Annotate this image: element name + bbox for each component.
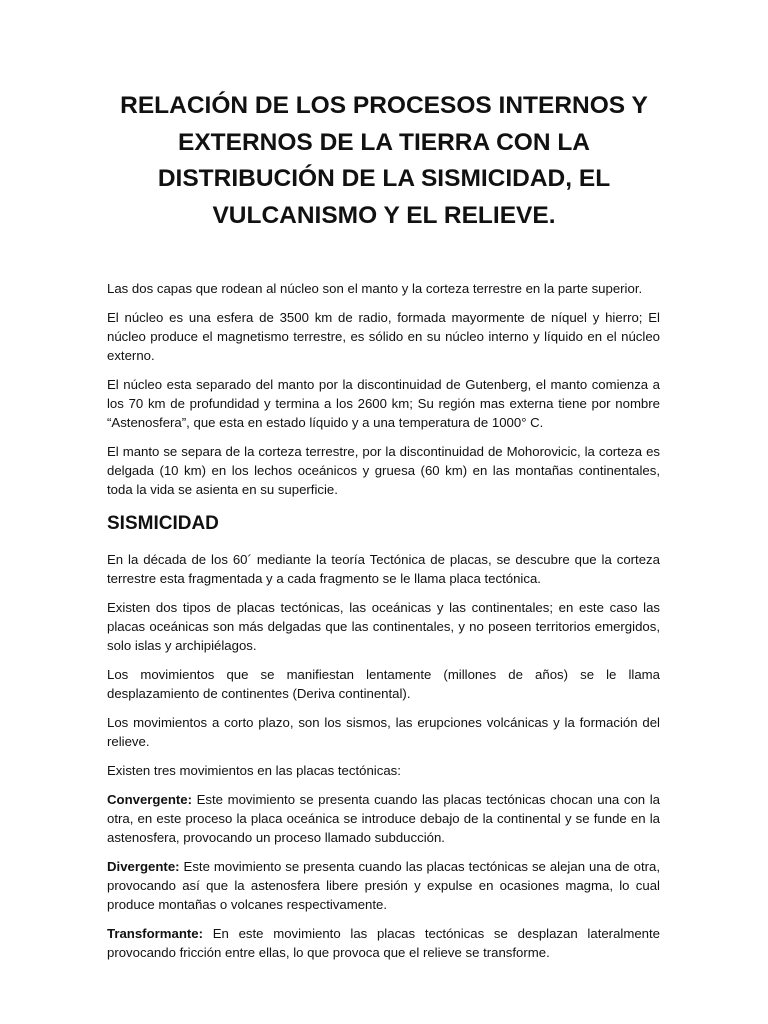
movement-convergent	[107, 790, 660, 847]
intro-paragraph: El núcleo esta separado del manto por la discontinuidad de Gutenberg, el manto comienza a los 70 km de profundidad y termina a los 2600 km; Su región mas externa tiene por nombre “Astenosfera”, que esta en estado líquido y a una temperatura de 1000° C.	[107, 377, 660, 430]
movement-term: Convergente:	[107, 792, 192, 807]
section-heading: SISMICIDAD	[107, 513, 219, 534]
section-paragraph: Existen dos tipos de placas tectónicas, las oceánicas y las continentales; en este caso las placas oceánicas son más delgadas que las continentales, y no poseen territorios emergidos, solo islas y archipiélagos.	[107, 600, 660, 653]
movement-description: Este movimiento se presenta cuando las placas tectónicas chocan una con la otra, en este proceso la placa oceánica se introduce debajo de la continental y se funde en la astenosfera, provocando un proceso llamado subducción.	[107, 792, 660, 845]
movement-transform	[107, 924, 660, 962]
section-paragraph: En la década de los 60´ mediante la teoría Tectónica de placas, se descubre que la corteza terrestre esta fragmentada y a cada fragmento se le llama placa tectónica.	[107, 552, 660, 586]
section-paragraph: Existen tres movimientos en las placas tectónicas:	[107, 763, 401, 778]
movement-divergent	[107, 857, 660, 914]
movement-term: Transformante:	[107, 926, 203, 941]
movement-description: En este movimiento las placas tectónicas se desplazan lateralmente provocando fricción entre ellas, lo que provoca que el relieve se transforme.	[107, 926, 660, 960]
movement-description: Este movimiento se presenta cuando las placas tectónicas se alejan una de otra, provocando así que la astenosfera libere presión y expulse en ocasiones magma, lo cual produce montañas o volcanes respectivamente.	[107, 859, 660, 912]
page-title: RELACIÓN DE LOS PROCESOS INTERNOS Y EXTERNOS DE LA TIERRA CON LA DISTRIBUCIÓN DE LA SISMICIDAD, EL VULCANISMO Y EL RELIEVE.	[120, 92, 648, 229]
section-paragraph: Los movimientos que se manifiestan lentamente (millones de años) se le llama desplazamiento de continentes (Deriva continental).	[107, 667, 660, 701]
section-paragraph: Los movimientos a corto plazo, son los sismos, las erupciones volcánicas y la formación del relieve.	[107, 715, 660, 749]
movement-term: Divergente:	[107, 859, 180, 874]
intro-paragraph: El núcleo es una esfera de 3500 km de radio, formada mayormente de níquel y hierro; El núcleo produce el magnetismo terrestre, es sólido en su núcleo interno y líquido en el núcleo externo.	[107, 310, 660, 363]
intro-paragraph: Las dos capas que rodean al núcleo son el manto y la corteza terrestre en la parte superior.	[107, 281, 643, 296]
document-body	[107, 279, 660, 972]
intro-paragraph: El manto se separa de la corteza terrestre, por la discontinuidad de Mohorovicic, la corteza es delgada (10 km) en los lechos oceánicos y gruesa (60 km) en las montañas continentales, toda la vida se asienta en su superficie.	[107, 444, 660, 497]
